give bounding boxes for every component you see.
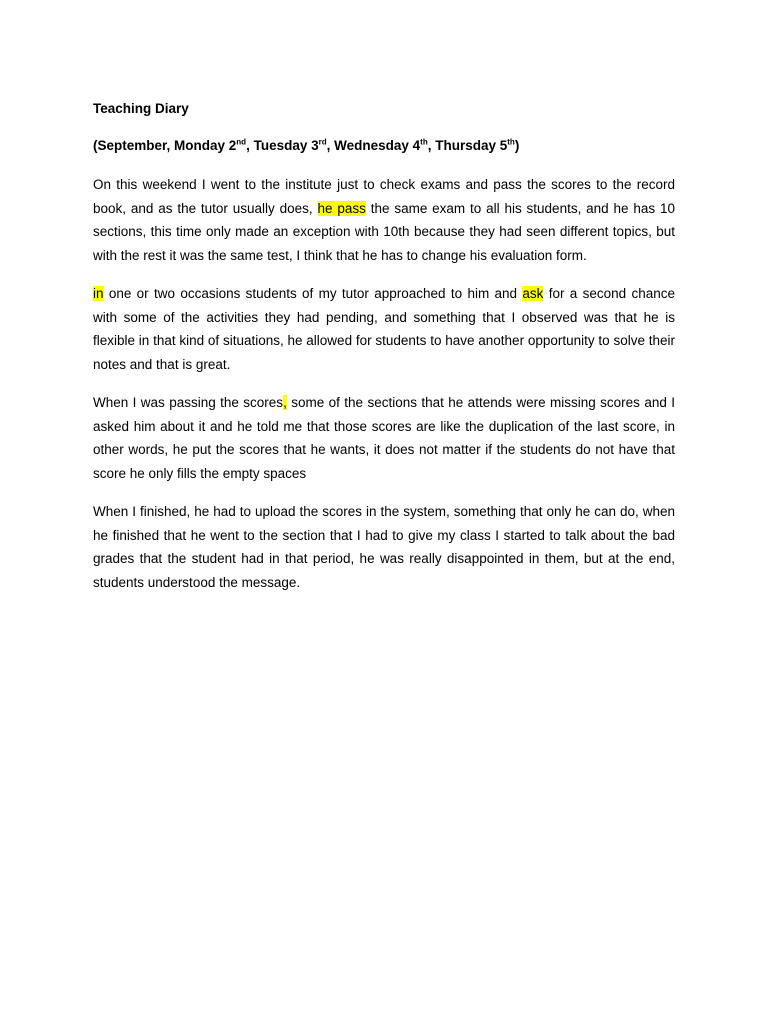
paragraph-text: one or two occasions students of my tutor approached to him and [103, 286, 523, 301]
date-part: , Wednesday 4 [326, 138, 421, 153]
document-title: Teaching Diary [93, 101, 189, 116]
document-body [93, 99, 675, 609]
paragraph-text: When I was passing the scores [93, 395, 284, 410]
highlighted-text: he pass [317, 200, 366, 216]
ordinal-suffix: th [420, 137, 428, 147]
date-part: ) [514, 138, 520, 153]
date-part: , Thursday 5 [427, 138, 508, 153]
ordinal-suffix: th [507, 137, 515, 147]
date-part: (September, Monday 2 [93, 138, 237, 153]
paragraph-2 [93, 282, 675, 376]
date-heading [93, 136, 675, 156]
highlighted-text: ask [522, 286, 544, 301]
ordinal-suffix: rd [318, 137, 327, 147]
ordinal-suffix: nd [236, 137, 247, 147]
paragraph-1 [93, 173, 675, 267]
highlighted-text: , [283, 395, 287, 410]
date-part: , Tuesday 3 [246, 138, 319, 153]
paragraph-text: for a second chance with some of the activities they had pending, and something that I observed was that he is flexible in that kind of situations, he allowed for students to have another opportunity to solve their notes and that is great. [93, 286, 675, 372]
paragraph-3 [93, 391, 675, 485]
paragraph-text: When I finished, he had to upload the scores in the system, something that only he can do, when he finished that he went to the section that I had to give my class I started to talk about the bad grades that the student had in that period, he was really disappointed in them, but at the end, students understood the message. [93, 504, 675, 590]
paragraph-4 [93, 500, 675, 594]
paragraph-text: some of the sections that he attends were missing scores and I asked him about it and he told me that those scores are like the duplication of the last score, in other words, he put the scores that he wants, it does not matter if the students do not have that score he only fills the empty spaces [93, 395, 675, 481]
paragraph-text: the same exam to all his students, and he has 10 sections, this time only made an exception with 10th because they had seen different topics, but with the rest it was the same test, I think that he has to change his evaluation form. [93, 200, 675, 263]
paragraph-text: On this weekend I went to the institute just to check exams and pass the scores to the record book, and as the tutor usually does, [93, 177, 675, 216]
highlighted-text: in [93, 286, 104, 301]
